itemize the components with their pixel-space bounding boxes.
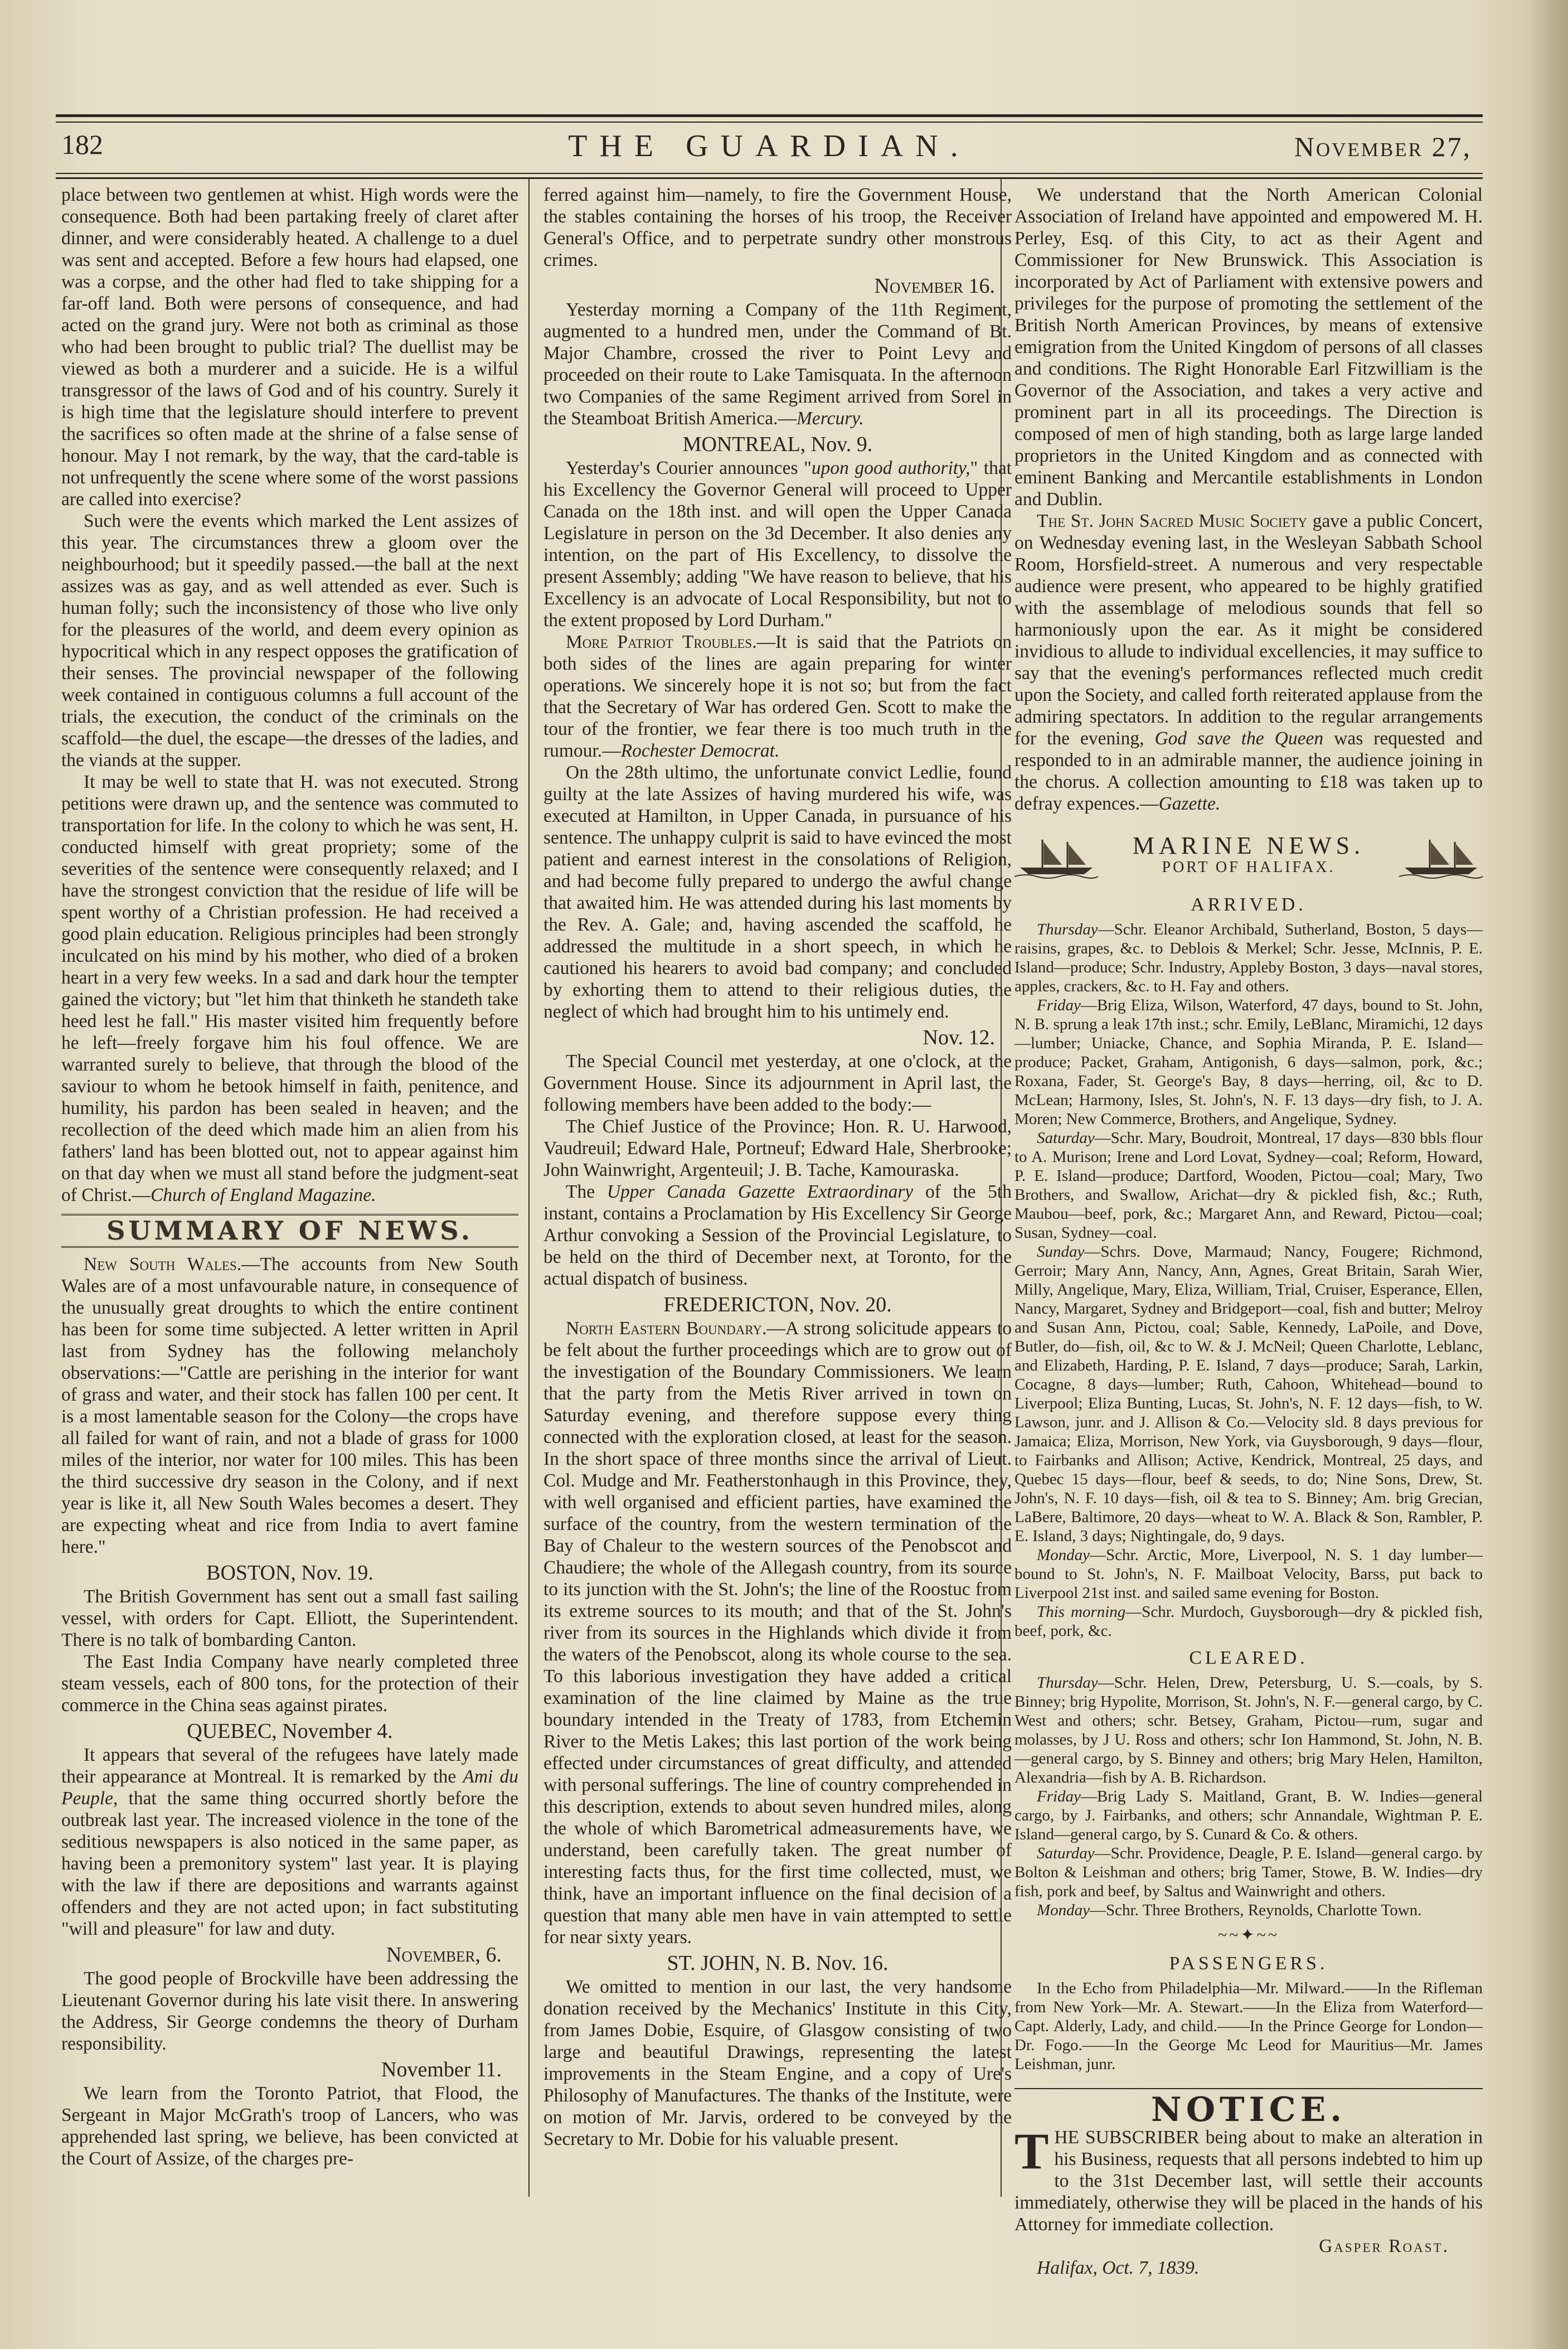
column-1 — [61, 184, 518, 2247]
ship-icon — [1399, 834, 1483, 879]
news-item: The Upper Canada Gazette Extraordinary of the 5th instant, contains a Proclamation by His Excellency Sir George Arthur convoking a Session of the Provincial Legislature, to be held on the third of December next, at Toronto, for the actual dispatch of business. — [543, 1181, 1012, 1289]
article-source: Rochester Democrat. — [620, 740, 780, 761]
news-item: More Patriot Troubles.—It is said that the Patriots on both sides of the lines are again preparing for winter operations. We sincerely hope it is not so; but from the fact that the Secretary of War has ordered Gen. Scott to make the tour of the frontier, we fear there is too much truth in the rumour.—Rochester Democrat. — [543, 632, 1012, 761]
header-top-rule — [56, 114, 1483, 123]
shipping-entry: Friday—Brig Eliza, Wilson, Waterford, 47 days, bound to St. John, N. B. sprung a leak 17th inst.; schr. Emily, LeBlanc, Miramichi, 12 days—lumber; Uniacke, Chance, and Sophia Miranda, P. E. Island—produce; Packet, Graham, Antigonish, 6 days—salmon, pork, &c.; Roxana, Fader, St. George's Bay, 8 days—herring, oil, &c to D. McLean; Harmony, Isles, St. John's, N. F. 13 days—dry fish, to J. A. Moren; New Commerce, Brothers, and Angelique, Sydney. — [1014, 996, 1483, 1128]
article-paragraph: place between two gentlemen at whist. High words were the consequence. Both had been partaking freely of claret after dinner, and were considerably heated. A challenge to a duel was sent and accepted. Before a few hours had elapsed, one was a corpse, and the other had fled to take shipping for a far-off land. Both were persons of consequence, and had acted on the grand jury. Were not both as criminal as those who had been brought to public trial? The duellist may be viewed as both a murderer and a suicide. He is a wilful transgressor of the laws of God and of his country. Surely it is high time that the legislature should interfere to prevent the sacrifices so often made at the shrine of a false sense of honour. May I not remark, by the way, that the card-table is not unfrequently the scene where some of the worst passions are called into exercise? — [61, 185, 518, 510]
news-item: We learn from the Toronto Patriot, that Flood, the Sergeant in Major McGrath's troop of Lancers, who was apprehended last spring, we believe, has been convicted at the Court of Assize, of the charges pre- — [61, 2083, 518, 2169]
news-item: We omitted to mention in our last, the very handsome donation received by the Mechanics' Institute in this City, from James Dobie, Esquire, of Glasgow consisting of two large and beautiful Drawings, representing the latest improvements in the Steam Engine, and a copy of Ure's Philosophy of Manufactures. The thanks of the Institute, were on motion of Mr. Jarvis, ordered to be conveyed by the Secretary to Mr. Dobie for his valuable present. — [543, 1977, 1012, 2149]
passengers-heading: PASSENGERS. — [1169, 1953, 1328, 1974]
shipping-entry: Saturday—Schr. Providence, Deagle, P. E. Island—general cargo. by Bolton & Leishman and others; brig Tamer, Stowe, B. W. Indies—dry fish, pork and beef, by Saltus and Wainwright and others. — [1014, 1844, 1483, 1900]
page-number: 182 — [61, 129, 103, 160]
article-source: Gazette. — [1158, 793, 1221, 814]
news-item: On the 28th ultimo, the unfortunate convict Ledlie, found guilty at the late Assizes of having murdered his wife, was executed at Hamilton, in Upper Canada, in pursuance of his sentence. The unhappy culprit is said to have evinced the most patient and earnest interest in the consolations of Religion, and had become fully prepared to undergo the awful change that awaited him. He was attended during his last moments by the Rev. A. Gale; and, having ascended the scaffold, he addressed the multitude in a short speech, in which he cautioned his hearers to avoid bad company; and concluded by exhorting them to attend to their religious duties, the neglect of which had brought him to his untimely end. — [543, 762, 1012, 1022]
shipping-entry: Saturday—Schr. Mary, Boudroit, Montreal, 17 days—830 bbls flour to A. Murison; Irene and Lord Lovat, Sydney—coal; Reform, Howard, P. E. Island—produce; Dartford, Wooden, Pictou—coal; Mary, Two Brothers, and Swallow, Arichat—dry & pickled fish, &c.; Ruth, Maubou—beef, pork, &c.; Margaret Ann, and Reward, Pictou—coal; Susan, Sydney—coal. — [1014, 1129, 1483, 1242]
notice-dropcap: T — [1014, 2123, 1049, 2180]
notice-place-date: Halifax, Oct. 7, 1839. — [1037, 2258, 1200, 2278]
news-lead: New South Wales. — [84, 1254, 242, 1275]
dateline-nov16: November 16. — [874, 274, 995, 298]
news-item: The St. John Sacred Music Society gave a public Concert, on Wednesday evening last, in the Wesleyan Sabbath School Room, Horsfield-street. A numerous and very respectable audience were present, who appeared to be highly gratified with the assemblage of melodious sounds that fell so harmoniously upon the ear. As it might be considered invidious to allude to individual excellencies, it may suffice to say that the evening's performances reflected much credit upon the Society, and called forth reiterated applause from the admiring spectators. In addition to the regular arrangements for the evening, God save the Queen was requested and responded to in an admirable manner, the audience joining in the chorus. A collection amounting to £18 was taken up to defray expences.—Gazette. — [1014, 511, 1483, 814]
cleared-heading: CLEARED. — [1189, 1648, 1308, 1668]
column-3 — [1014, 184, 1483, 2278]
column-2 — [543, 184, 1012, 2247]
marine-news-subtitle: PORT OF HALIFAX. — [1162, 859, 1336, 876]
news-item: The Special Council met yesterday, at one o'clock, at the Government House. Since its adjournment in April last, the following members have been added to the body:— — [543, 1051, 1012, 1115]
news-lead: North Eastern Boundary. — [566, 1318, 767, 1339]
shipping-entry: This morning—Schr. Murdoch, Guysborough—dry & pickled fish, beef, pork, &c. — [1014, 1603, 1483, 1640]
marine-news-title: MARINE NEWS. — [1132, 832, 1365, 859]
news-item: The British Government has sent out a small fast sailing vessel, with orders for Capt. Elliott, the Superintendent. There is no talk of bombarding Canton. — [61, 1586, 518, 1650]
news-item: New South Wales.—The accounts from New South Wales are of a most unfavourable nature, in consequence of the unusually great droughts to which the entire continent has been for some time subjected. A letter written in April last from Sydney has the following melancholy observations:—"Cattle are perishing in the interior for want of grass and water, and their stock has fallen 100 per cent. It is a most lamentable season for the Colony—the crops have all failed for want of rain, and not a blade of grass for 1000 miles of the interior, nor water for 100 miles. This has been the third successive dry season in the Colony, and if next year is like it, all New South Wales becomes a desert. They are expecting wheat and rice from India to avert famine here." — [61, 1254, 518, 1557]
dateline-nov11: November 11. — [381, 2058, 502, 2081]
arrived-heading: ARRIVED. — [1191, 894, 1307, 915]
dateline-fredericton: FREDERICTON, Nov. 20. — [663, 1293, 892, 1316]
article-source: Mercury. — [797, 408, 864, 429]
article-paragraph: Such were the events which marked the Lent assizes of this year. The circumstances threw a gloom over the neighbourhood; but it speedily passed.—the ball at the next assizes was as gay, and as well attended as ever. Such is human folly; such the inconsistency of those who live only for the pleasures of the world, and deem every opinion as hypocritical which in any respect opposes the gratification of their senses. The provincial newspaper of the following week contained in contiguous columns a full account of the trials, the execution, the conduct of the criminals on the scaffold—the duel, the escape—the dresses of the ladies, and the viands at the supper. — [61, 511, 518, 771]
news-item: North Eastern Boundary.—A strong solicitude appears to be felt about the further proceedings which are to grow out of the investigation of the Boundary Commissioners. We learn that the party from the Metis River arrived in town on Saturday evening, and therefore suppose every thing connected with the exploration closed, at least for the season. In the short space of three months since the arrival of Lieut. Col. Mudge and Mr. Featherstonhaugh in this Province, they, with well organised and efficient parties, have examined the surface of the country, from the western termination of the Bay of Chaleur to the western sources of the Penobscot and Chaudiere; the whole of the Allegash country, from its source to its junction with the St. John's; the line of the Roostuc from its extreme sources to its mouth; and that of the St. John's river from its sources in the Highlands which divide it from the waters of the Penobscot, along its whole course to the sea. To this laborious investigation they have added a critical examination of the line claimed by Maine as the true boundary intended in the Treaty of 1783, from Etchemin River to the Metis Lakes; this last portion of the work being effected under circumstances of great difficulty, and attended with personal sufferings. The line of country comprehended in this description, extends to about seven hundred miles, along the whole of which Barometrical admeasurements have, we understand, been carefully taken. The great number of interesting facts thus, for the first time collected, must, we think, have an important influence on the final decision of a question that many able men have in vain attempted to settle for near sixty years. — [543, 1318, 1012, 1948]
notice-heading: NOTICE. — [1014, 2088, 1483, 2121]
news-lead: The St. John Sacred Music Society — [1037, 511, 1308, 531]
dateline-st-john: ST. JOHN, N. B. Nov. 16. — [667, 1951, 889, 1975]
page-edge-shadow — [1529, 0, 1568, 2349]
news-item: Yesterday morning a Company of the 11th Regiment, augmented to a hundred men, under the Command of Bt. Major Chambre, crossed the river to Point Levy and proceeded on their route to Lake Tamisquata. In the afternoon two Companies of the same Regiment arrived from Sorel in the Steamboat British America.—Mercury. — [543, 299, 1012, 429]
news-item: ferred against him—namely, to fire the Government House, the stables containing the horses of his troop, the Receiver General's Office, and to perpetrate sundry other monstrous crimes. — [543, 185, 1012, 270]
news-item: The good people of Brockville have been addressing the Lieutenant Governor during his late visit there. In answering the Address, Sir George condemns the theory of Durham responsibility. — [61, 1968, 518, 2054]
article-source: Church of England Magazine. — [151, 1185, 376, 1205]
shipping-entry: Sunday—Schrs. Dove, Marmaud; Nancy, Fougere; Richmond, Gerroir; Mary Ann, Nancy, Ann, Agnes, Great Britain, Sarah Wier, Milly, Angelique, Mary, Eliza, William, Trial, Cruiser, Esperance, Ellen, Nancy, Margaret, Sydney and Bridgeport—coal, fish and butter; Melroy and Susan Ann, Pictou, coal; Sable, Kennedy, LaPoile, and Dove, Butler, do—fish, oil, &c to W. & J. McNeil; Queen Charlotte, Leblanc, and Elizabeth, Harding, P. E. Island, 7 days—produce; Sarah, Larkin, Cocagne, 8 days—lumber; Ruth, Cahoon, Whitehead—bound to Liverpool; Eliza Bunting, Lucas, St. John's, N. F. 12 days—fish, to W. Lawson, junr. and J. Allison & Co.—Velocity sld. 8 days previous for Jamaica; Eliza, Morrison, New York, via Guysborough, 9 days—flour, to Fairbanks and Allison; Active, Kendrick, Montreal, 25 days, and Quebec 15 days—flour, beef & seeds, to do; Nine Sons, Drew, St. John's, N. F. 10 days—fish, oil & tea to S. Binney; Am. brig Grecian, LaBere, Baltimore, 20 days—wheat to W. A. Black & Son, Rambler, P. E. Island, 3 days; Nightingale, do, 9 days. — [1014, 1243, 1483, 1545]
shipping-entry: Thursday—Schr. Helen, Drew, Petersburg, U. S.—coals, by S. Binney; brig Hypolite, Morrison, St. John's, N. F.—general cargo, by C. West and others; schr. Betsey, Graham, Pictou—rum, sugar and molasses, by J U. Ross and others; schr Ion Hammond, St. John, N. B.—general cargo, by S. Binney and others; brig Mary Helen, Hamilton, Alexandria—fish by A. B. Richardson. — [1014, 1674, 1483, 1786]
column-divider-1 — [528, 178, 530, 2197]
article-paragraph: It may be well to state that H. was not executed. Strong petitions were drawn up, and the sentence was commuted to transportation for life. In the colony to which he was sent, H. conducted himself with great propriety; some of the severities of the sentence were consequently relaxed; and I have the strongest conviction that the residue of life will be spent worthy of a Christian profession. He had received a good plain education. Religious principles had been strongly inculcated on his mind by his mother, who died of a broken heart in a very few weeks. In a sad and dark hour the tempter gained the victory; but "let him that thinketh he standeth take heed lest he fall." His master visited him frequently before he left—freely forgave him his foul offence. We are warranted surely to believe, that through the blood of the saviour to whom he betook himself in faith, penitence, and humility, his pardon has been sealed in heaven; and the recollection of the deed which made him an alien from his fathers' land has been blotted out, not to appear against him on that day when we must all stand before the judgment-seat of Christ.—Church of England Magazine. — [61, 772, 518, 1205]
news-item: The East India Company have nearly completed three steam vessels, each of 800 tons, for the protection of their commerce in the China seas against pirates. — [61, 1651, 518, 1716]
passengers-entry: In the Echo from Philadelphia—Mr. Milward.——In the Rifleman from New York—Mr. A. Stewart.——In the Eliza from Waterford—Capt. Alderly, Lady, and child.——In the Prince George for London—Dr. Fogo.——In the George Mc Leod for Mauritius—Mr. James Leishman, junr. — [1014, 1979, 1483, 2073]
shipping-entry: Monday—Schr. Three Brothers, Reynolds, Charlotte Town. — [1037, 1901, 1422, 1919]
dateline-nov12: Nov. 12. — [923, 1026, 995, 1049]
dateline-boston: BOSTON, Nov. 19. — [206, 1561, 373, 1585]
header-bottom-rule — [56, 173, 1483, 179]
shipping-entry: Friday—Brig Lady S. Maitland, Grant, B. W. Indies—general cargo, by J. Fairbanks, and others; schr Annandale, Wightman P. E. Island—general cargo, by S. Cunard & Co. & others. — [1014, 1788, 1483, 1843]
notice-signer: Gasper Roast. — [1319, 2236, 1449, 2256]
dateline-nov6: November, 6. — [386, 1943, 502, 1967]
shipping-entry: Monday—Schr. Arctic, More, Liverpool, N. S. 1 day lumber—bound to St. John's, N. F. Mailboat Velocity, Barss, put back to Liverpool 21st inst. and sailed same evening for Boston. — [1014, 1546, 1483, 1602]
issue-date: November 27, — [1294, 131, 1472, 162]
news-item: The Chief Justice of the Province; Hon. R. U. Harwood, Vaudreuil; Edward Hale, Portneuf; Edward Hale, Sherbrooke; John Wainwright, Argenteuil; J. B. Tache, Kamouraska. — [543, 1116, 1012, 1180]
shipping-entry: Thursday—Schr. Eleanor Archibald, Sutherland, Boston, 5 days—raisins, grapes, &c. to Deblois & Merkel; Schr. Jesse, McInnis, P. E. Island—produce; Schr. Industry, Appleby Boston, 3 days—naval stores, apples, crackers, &c. to H. Fay and others. — [1014, 921, 1483, 995]
notice-text: THE SUBSCRIBER being about to make an alteration in his Business, requests that all persons indebted to him up to the 31st December last, will settle their accounts immediately, otherwise they will be placed in the hands of his Attorney for immediate collection. — [1014, 2123, 1483, 2235]
ornament-divider: ~~✦~~ — [1217, 1926, 1280, 1944]
news-item: It appears that several of the refugees have lately made their appearance at Montreal. It is remarked by the Ami du Peuple, that the same thing occurred shortly before the outbreak last year. The increased violence in the tone of the seditious newspapers is also noticed in the same paper, as having been a premonitory system" last year. It is playing with the law if there are depositions and warrants against offenders and they are not acted upon; in fact substituting "will and pleasure" for law and duty. — [61, 1745, 518, 1939]
news-item: We understand that the North American Colonial Association of Ireland have appointed and empowered M. H. Perley, Esq. of this City, to act as their Agent and Commissioner for New Brunswick. This Association is incorporated by Act of Parliament with extensive powers and privileges for the purpose of promoting the settlement of the British North American Provinces, by means of extensive emigration from the United Kingdom of persons of all classes and conditions. The Right Honorable Earl Fitzwilliam is the Governor of the Association, and takes a very active and prominent part in all its proceedings. The Direction is composed of men of high standing, both as large large landed proprietors in the United Kingdom and as connected with eminent Banking and Mercantile establishments in London and Dublin. — [1014, 185, 1483, 510]
ship-icon — [1014, 834, 1098, 879]
page-header — [61, 128, 1477, 167]
news-lead: More Patriot Troubles. — [566, 632, 757, 652]
dateline-montreal: MONTREAL, Nov. 9. — [682, 433, 873, 456]
dateline-quebec: QUEBEC, November 4. — [187, 1720, 393, 1743]
news-item: Yesterday's Courier announces "upon good authority," that his Excellency the Governor General will proceed to Upper Canada on the 18th inst. and will open the Upper Canada Legislature in person on the 3d December. It also denies any intention, on the part of His Excellency, to dissolve the present Assembly; adding "We have reason to believe, that his Excellency is an advocate of Local Responsibility, but not to the extent proposed by Lord Durham." — [543, 458, 1012, 631]
marine-news-banner — [1014, 826, 1483, 887]
masthead-title: THE GUARDIAN. — [568, 129, 970, 163]
summary-of-news-heading: SUMMARY OF NEWS. — [61, 1214, 518, 1248]
